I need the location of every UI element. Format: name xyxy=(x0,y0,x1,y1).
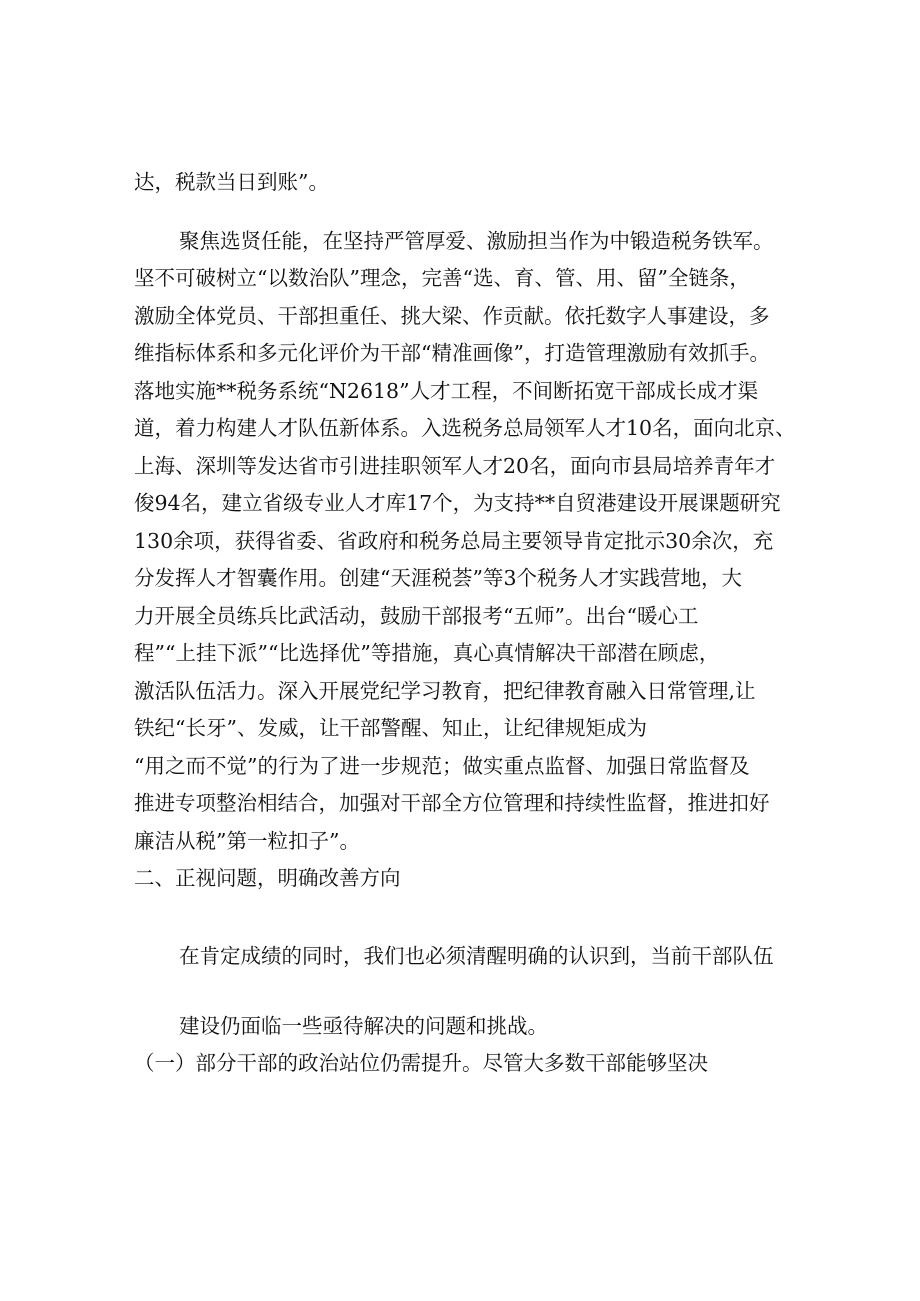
text-line xyxy=(0,301,920,331)
line-text: 程”“上挂下派”“比选择优”等措施，真心真情解决干部潜在顾虑， xyxy=(134,641,720,665)
line-text: “用之而不觉”的行为了进一步规范；做实重点监督、加强日常监督及 xyxy=(134,754,750,778)
paragraph-1-first-line xyxy=(0,226,920,256)
text-line xyxy=(0,638,920,668)
paragraph-2-first-line xyxy=(0,1011,920,1041)
line-text: 道，着力构建人才队伍新体系。入选税务总局领军人才10名，面向北京、 xyxy=(134,416,796,440)
text-line xyxy=(0,676,920,706)
heading-text: 在肯定成绩的同时，我们也必须清醒明确的认识到，当前干部队伍 xyxy=(179,944,774,968)
line-text: 推进专项整治相结合，加强对干部全方位管理和持续性监督，推进扣好 xyxy=(134,791,770,815)
line-text: 聚焦选贤任能，在坚持严管厚爱、激励担当作为中锻造税务铁军。 xyxy=(179,229,774,253)
line-text: 分发挥人才智囊作用。创建“天涯税荟”等3个税务人才实践营地，大 xyxy=(134,566,743,590)
line-text: 力开展全员练兵比武活动，鼓励干部报考“五师”。出台“暖心工 xyxy=(134,604,699,628)
text-line xyxy=(0,167,920,197)
line-text: 激励全体党员、干部担重任、挑大梁、作贡献。依托数字人事建设，多 xyxy=(134,304,770,328)
line-text: 激活队伍活力。深入开展党纪学习教育，把纪律教育融入日常管理,让 xyxy=(134,679,756,703)
line-text: 维指标体系和多元化评价为干部“精准画像”，打造管理激励有效抓手。 xyxy=(134,341,770,365)
line-text: 铁纪“长牙”、发威，让干部警醒、知止，让纪律规矩成为 xyxy=(134,716,647,740)
text-line xyxy=(0,863,920,893)
line-text: 坚不可破树立“以数治队”理念，完善“选、育、管、用、留”全链条， xyxy=(134,266,750,290)
text-line xyxy=(0,488,920,518)
line-text: 二、正视问题，明确改善方向 xyxy=(134,866,401,890)
text-line xyxy=(0,413,920,443)
text-line xyxy=(0,751,920,781)
text-line xyxy=(0,563,920,593)
line-text: 达，税款当日到账”。 xyxy=(134,170,329,194)
line-text: 廉洁从税”第一粒扣子”。 xyxy=(134,829,360,853)
line-text: 建设仍面临一些亟待解决的问题和挑战。 xyxy=(179,1014,548,1038)
text-line xyxy=(0,263,920,293)
line-text: 落地实施**税务系统“N2618”人才工程，不间断拓宽干部成长成才渠 xyxy=(134,379,759,403)
text-line xyxy=(0,713,920,743)
text-line xyxy=(0,1048,920,1078)
text-line xyxy=(0,788,920,818)
text-line xyxy=(0,451,920,481)
line-text: 俊94名，建立省级专业人才库17个，为支持**自贸港建设开展课题研究 xyxy=(134,491,781,515)
section-heading xyxy=(0,941,920,971)
subsection-heading xyxy=(0,1114,920,1144)
text-line xyxy=(0,826,920,856)
line-text: 130余项，获得省委、省政府和税务总局主要领导肯定批示30余次，充 xyxy=(134,529,774,553)
line-text: （一）部分干部的政治站位仍需提升。尽管大多数干部能够坚决 xyxy=(134,1051,708,1075)
text-line xyxy=(0,526,920,556)
text-line xyxy=(0,601,920,631)
text-line xyxy=(0,376,920,406)
text-line xyxy=(0,338,920,368)
line-text: 上海、深圳等发达省市引进挂职领军人才20名，面向市县局培养青年才 xyxy=(134,454,776,478)
